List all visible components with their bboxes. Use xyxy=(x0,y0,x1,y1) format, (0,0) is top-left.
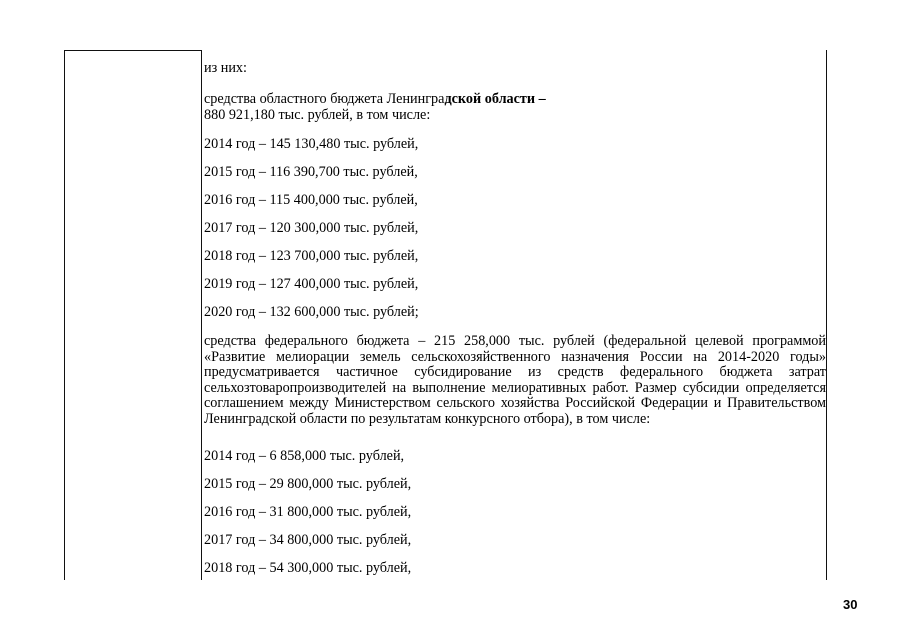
regional-year-2016: 2016 год – 115 400,000 тыс. рублей, xyxy=(204,192,418,208)
regional-budget-heading xyxy=(204,92,546,107)
regional-year-2019: 2019 год – 127 400,000 тыс. рублей, xyxy=(204,276,419,292)
page-number: 30 xyxy=(843,597,858,612)
regional-budget-heading-text: средства областного бюджета Ленингра xyxy=(204,91,445,107)
regional-year-2020: 2020 год – 132 600,000 тыс. рублей; xyxy=(204,304,419,320)
regional-year-2015: 2015 год – 116 390,700 тыс. рублей, xyxy=(204,164,418,180)
table-top-border xyxy=(64,50,201,51)
federal-budget-paragraph: средства федерального бюджета – 215 258,000 тыс. рублей (федеральной целевой программой «Развитие мелиорации земель сельскохозяйственного назначения России на 2014-2020 годы» предусматривается частичное субсидирование из средств федерального бюджета затрат сельхозтоваропроизводителей на выполнение мелиоративных работ. Размер субсидии определяется соглашением между Министерством сельского хозяйства Российской Федерации и Правительством Ленинградской области по результатам конкурсного отбора), в том числе: xyxy=(204,333,826,427)
federal-year-2015: 2015 год – 29 800,000 тыс. рублей, xyxy=(204,476,412,492)
regional-year-2017: 2017 год – 120 300,000 тыс. рублей, xyxy=(204,220,419,236)
regional-budget-total: 880 921,180 тыс. рублей, в том числе: xyxy=(204,107,431,123)
regional-year-2014: 2014 год – 145 130,480 тыс. рублей, xyxy=(204,136,419,152)
regional-budget-heading-bold: дской области – xyxy=(444,91,546,107)
regional-year-2018: 2018 год – 123 700,000 тыс. рублей, xyxy=(204,248,419,264)
federal-year-2014: 2014 год – 6 858,000 тыс. рублей, xyxy=(204,448,405,464)
table-right-border xyxy=(826,50,827,580)
table-column-divider xyxy=(201,50,202,580)
federal-year-2016: 2016 год – 31 800,000 тыс. рублей, xyxy=(204,504,412,520)
from-them-label: из них: xyxy=(204,60,247,76)
table-left-border xyxy=(64,50,65,580)
federal-year-2017: 2017 год – 34 800,000 тыс. рублей, xyxy=(204,532,412,548)
federal-year-2018: 2018 год – 54 300,000 тыс. рублей, xyxy=(204,560,412,576)
